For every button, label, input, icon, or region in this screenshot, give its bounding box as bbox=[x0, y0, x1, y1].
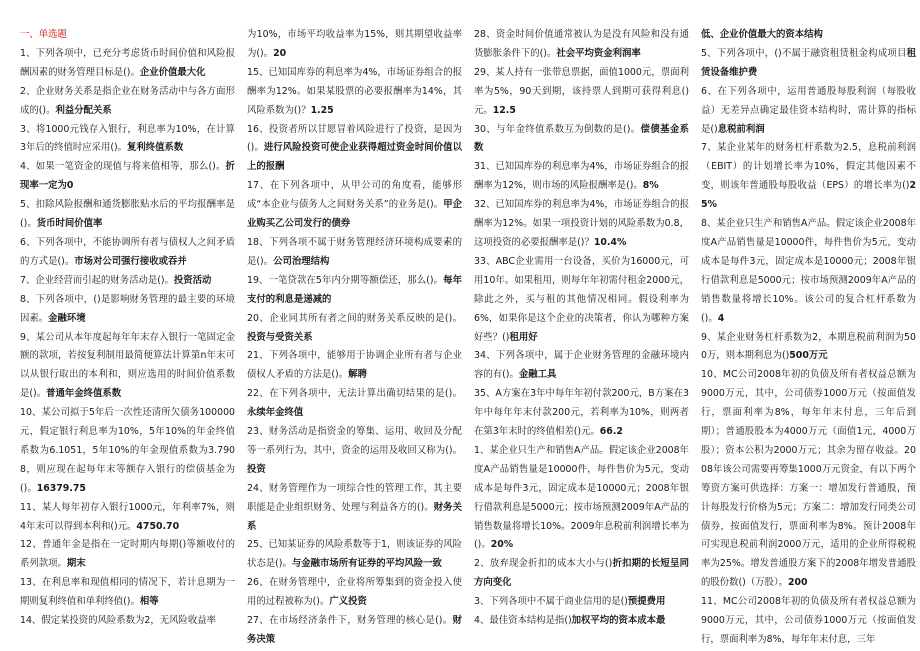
question-text: 15、已知国库券的利息率为4%，市场证券组合的报酬率为12%。如果某股票的必要报酬率为14%，其风险系数为()？ bbox=[247, 66, 462, 116]
question-text: 2、放弃现金折扣的成本大小与() bbox=[474, 558, 613, 570]
question-item bbox=[20, 612, 235, 631]
answer-text: 20% bbox=[490, 539, 514, 551]
question-text: 8、某企业只生产和销售A产品。假定该企业2008年度A产品销售量是10000件，每件售价为5元，变动成本是每件3元，固定成本是10000元；2008年银行借款利息是5000元；按市场预测2009年A产品的销售数量将增长10%。该公司的复合杠杆系数为()。 bbox=[701, 218, 916, 324]
answer-text: 财务决策 bbox=[247, 615, 462, 645]
question-item bbox=[474, 612, 689, 631]
question-text: 3、下列各项中不属于商业信用的是() bbox=[474, 596, 628, 608]
question-text: 11、MC公司2008年初的负债及所有者权益总额为9000万元，其中，公司债券1000万元（按面值发行，票面利率为8%，每年年末付息，三年 bbox=[701, 596, 916, 645]
question-item bbox=[20, 499, 235, 537]
question-item bbox=[20, 272, 235, 291]
question-item bbox=[701, 139, 916, 215]
question-text: 2、企业财务关系是指企业在财务活动中与各方面形成的()。 bbox=[20, 85, 235, 116]
question-item bbox=[701, 366, 916, 593]
question-item bbox=[701, 329, 916, 367]
question-item bbox=[247, 121, 462, 178]
question-text: 21、下列各项中，能够用于协调企业所有者与企业债权人矛盾的方法是()。 bbox=[247, 350, 462, 381]
question-item bbox=[20, 83, 235, 121]
question-item bbox=[247, 234, 462, 272]
question-item bbox=[247, 64, 462, 121]
answer-text: 金融环境 bbox=[48, 312, 86, 324]
answer-text: 4750.70 bbox=[136, 520, 180, 532]
answer-text: 200 bbox=[788, 577, 808, 589]
question-item bbox=[20, 404, 235, 499]
answer-text: 复利终值系数 bbox=[127, 142, 184, 154]
question-item bbox=[247, 26, 462, 64]
question-item bbox=[247, 612, 462, 650]
question-item bbox=[474, 196, 689, 253]
answer-text: 8% bbox=[642, 180, 659, 192]
answer-text: 16379.75 bbox=[36, 482, 86, 494]
question-item bbox=[474, 347, 689, 385]
question-text: 28、资金时间价值通常被认为是没有风险和没有通货膨胀条件下的()。 bbox=[474, 29, 689, 59]
question-item bbox=[20, 234, 235, 272]
question-item bbox=[247, 385, 462, 423]
answer-text: 广义投资 bbox=[329, 596, 367, 608]
answer-text: 每年支付的利息是递减的 bbox=[247, 274, 462, 305]
question-item bbox=[474, 121, 689, 159]
question-item bbox=[20, 26, 235, 45]
question-text: 7、企业经营而引起的财务活动是()。 bbox=[20, 274, 174, 286]
question-text: 19、一笔贷款在5年内分期等额偿还，那么()。 bbox=[247, 274, 444, 286]
question-text: 10、MC公司2008年初的负债及所有者权益总额为9000万元，其中，公司债券1000万元（按面值发行，票面利率为8%，每年年末付息，三年后到期）；普通股股本为4000万元（面值1元，4000万股）；资本公积为2000万元；其余为留存收益。2008年该公司需要再筹集1000万元资金，有以下两个筹资方案可供选择：方案一：增加发行普通股，预计每股发行价格为5元；方案二：增加发行同类公司债券，按面值发行，票面利率为8%。预计2008年可实现息税前利润2000万元，适用的企业所得税税率为25%。增发普通股方案下的2008年增发普通股的股份数()（万股）。 bbox=[701, 369, 916, 589]
answer-text: 500万元 bbox=[789, 350, 828, 362]
question-text: 8、下列各项中，()是影响财务管理的最主要的环境因素。 bbox=[20, 293, 235, 324]
question-text: 3、将1000元钱存入银行，利息率为10%，在计算3年后的终值时应采用()。 bbox=[20, 123, 235, 154]
question-item bbox=[474, 253, 689, 348]
question-item bbox=[247, 423, 462, 480]
question-item bbox=[20, 536, 235, 574]
answer-text: 租赁设备维护费 bbox=[701, 47, 916, 78]
question-item bbox=[474, 593, 689, 612]
question-text: 27、在市场经济条件下，财务管理的核心是()。 bbox=[247, 615, 453, 627]
text-column-1 bbox=[20, 26, 235, 651]
question-text: 14、假定某投资的风险系数为2，无风险收益率 bbox=[20, 615, 217, 627]
answer-text: 甲企业购买乙公司发行的债券 bbox=[247, 199, 462, 230]
question-item bbox=[20, 45, 235, 83]
question-text: 12、普通年金是指在一定时期内每期()等额收付的系列款项。 bbox=[20, 539, 235, 570]
question-text: 18、下列各项不属于财务管理经济环境构成要素的是()。 bbox=[247, 236, 462, 267]
answer-text: 20 bbox=[273, 47, 287, 59]
question-text: 24、财务管理作为一项综合性的管理工作，其主要职能是企业组织财务、处理与利益各方的()。 bbox=[247, 482, 462, 513]
question-item bbox=[474, 26, 689, 64]
answer-text: 财务关系 bbox=[247, 501, 462, 532]
answer-text: 普通年金终值系数 bbox=[46, 388, 122, 400]
text-column-2 bbox=[247, 26, 462, 651]
question-text: 11、某人每年初存入银行1000元，年利率7%，则4年末可以得到本利和()元。 bbox=[20, 501, 235, 532]
answer-text: 企业价值最大化 bbox=[139, 66, 206, 78]
answer-text: 货币时间价值率 bbox=[36, 218, 103, 230]
question-text: 6、下列各项中，不能协调所有者与债权人之间矛盾的方式是()。 bbox=[20, 236, 235, 267]
question-text: 33、ABC企业需用一台设备，买价为16000元，可用10年。如果租用，则每年年初需付租金2000元，除此之外，买与租的其他情况相同。假设利率为6%，如果你是这个企业的决策者，你认为哪种方案好些？() bbox=[474, 255, 689, 343]
question-text: 1、下列各项中，已充分考虑货币时间价值和风险报酬因素的财务管理目标是()。 bbox=[20, 47, 235, 78]
answer-text: 公司治理结构 bbox=[273, 255, 330, 267]
question-item bbox=[247, 480, 462, 537]
answer-text: 25% bbox=[701, 180, 916, 211]
question-item bbox=[701, 26, 916, 45]
answer-text: 投资与受资关系 bbox=[247, 331, 313, 343]
answer-text: 市场对公司强行接收或吞并 bbox=[74, 255, 187, 267]
question-text: 6、在下列各项中，运用普通股每股利润（每股收益）无差异点确定最佳资本结构时，需计算的指标是() bbox=[701, 85, 916, 135]
answer-text: 利益分配关系 bbox=[55, 104, 112, 116]
question-item bbox=[474, 442, 689, 555]
question-text: 9、某公司从本年度起每年年末存入银行一笔固定金额的款项，若按复利制用最简便算法计算第n年末可以从银行取出的本利和，则应选用的时间价值系数是()。 bbox=[20, 331, 235, 400]
question-item bbox=[701, 593, 916, 650]
question-item bbox=[20, 291, 235, 329]
answer-text: 1.25 bbox=[310, 104, 334, 116]
question-text: 31、已知国库券的利息率为4%，市场证券组合的报酬率为12%，则市场的风险报酬率是()。 bbox=[474, 161, 689, 192]
answer-text: 相等 bbox=[139, 596, 159, 608]
answer-text: 金融工具 bbox=[518, 369, 557, 381]
answer-text: 期末 bbox=[66, 558, 86, 570]
question-item bbox=[247, 347, 462, 385]
question-text: 34、下列各项中，属于企业财务管理的金融环境内容的有()。 bbox=[474, 350, 689, 381]
question-item bbox=[247, 272, 462, 310]
question-item bbox=[20, 329, 235, 405]
answer-text: 折扣期的长短呈同方向变化 bbox=[474, 558, 689, 589]
question-text: 5、扣除风险报酬和通货膨胀贴水后的平均报酬率是()。 bbox=[20, 199, 235, 230]
answer-text: 永续年金终值 bbox=[247, 407, 304, 419]
answer-text: 10.4% bbox=[593, 236, 627, 248]
question-text: 4、最佳资本结构是指() bbox=[474, 615, 572, 627]
question-item bbox=[247, 177, 462, 234]
question-item bbox=[474, 385, 689, 442]
answer-text: 解聘 bbox=[348, 369, 367, 381]
answer-text: 社会平均资金利润率 bbox=[556, 47, 641, 59]
question-item bbox=[474, 64, 689, 121]
question-item bbox=[474, 555, 689, 593]
question-text: 9、某企业财务杠杆系数为2，本期息税前利润为500万，则本期利息为() bbox=[701, 331, 916, 362]
question-text: 7、某企业某年的财务杠杆系数为2.5，息税前利润（EBIT）的计划增长率为10%，假定其他因素不变，则该年普通股每股收益（EPS）的增长率为() bbox=[701, 142, 916, 192]
text-column-4 bbox=[701, 26, 916, 651]
question-text: 35、A方案在3年中每年年初付款200元，B方案在3年中每年年末付款200元，若利率为10%，则两者在第3年末时的终值相差()元。 bbox=[474, 388, 689, 438]
section-heading: 一、单选题 bbox=[20, 29, 67, 40]
text-column-3 bbox=[474, 26, 689, 651]
answer-text: 低、企业价值最大的资本结构 bbox=[701, 29, 823, 40]
answer-text: 投资 bbox=[247, 463, 266, 475]
question-text: 29、某人持有一张带息票据，面值1000元，票面利率为5%，90天到期，该持票人到期可获得利息()元。 bbox=[474, 66, 689, 116]
question-text: 4、如果一笔资金的现值与将来值相等，那么()。 bbox=[20, 161, 226, 173]
question-item bbox=[701, 45, 916, 83]
question-item bbox=[247, 536, 462, 574]
answer-text: 4 bbox=[717, 312, 725, 324]
question-text: 23、财务活动是指资金的筹集、运用、收回及分配等一系列行为，其中，资金的运用及收回又称为()。 bbox=[247, 426, 462, 456]
question-text: 16、投资者所以甘愿冒着风险进行了投资，是因为()。 bbox=[247, 123, 462, 154]
question-item bbox=[247, 574, 462, 612]
question-text: 32、已知国库券的利息率为4%，市场证券组合的报酬率为12%。如果一项投资计划的风险系数为0.8，这项投资的必要报酬率是()？ bbox=[474, 199, 689, 248]
question-item bbox=[20, 158, 235, 196]
question-text: 17、在下列各项中，从甲公司的角度看，能够形成“本企业与债务人之间财务关系”的业务是()。 bbox=[247, 180, 462, 211]
question-text: 5、下列各项中，()不属于融资租赁租金构成项目 bbox=[701, 47, 907, 59]
question-item bbox=[20, 121, 235, 159]
question-text: 26、在财务管理中，企业将所筹集到的资金投入使用的过程被称为()。 bbox=[247, 577, 462, 608]
answer-text: 租用好 bbox=[509, 331, 538, 343]
question-item bbox=[20, 196, 235, 234]
question-text: 30、与年金终值系数互为倒数的是()。 bbox=[474, 123, 641, 135]
question-item bbox=[474, 158, 689, 196]
answer-text: 加权平均的资本成本最 bbox=[571, 615, 666, 627]
question-text: 13、在利息率和现值相同的情况下，若计息期为一期则复利终值和单利终值()。 bbox=[20, 577, 235, 608]
answer-text: 66.2 bbox=[599, 426, 623, 438]
question-item bbox=[701, 83, 916, 140]
answer-text: 与金融市场所有证券的平均风险一致 bbox=[291, 558, 442, 570]
question-item bbox=[701, 215, 916, 328]
question-text: 22、在下列各项中，无法计算出确切结果的是()。 bbox=[247, 388, 462, 400]
answer-text: 12.5 bbox=[492, 104, 516, 116]
answer-text: 折现率一定为0 bbox=[20, 161, 235, 192]
question-text: 为10%，市场平均收益率为15%，则其期望收益率为()。 bbox=[247, 29, 462, 59]
question-text: 10、某公司拟于5年后一次性还清所欠债务100000元，假定银行利息率为10%，5年10%的年金终值系数为6.1051，5年10%的年金现值系数为3.7908，则应现在起每年末等额存入银行的偿债基金为()。 bbox=[20, 407, 235, 494]
answer-text: 息税前利润 bbox=[717, 123, 765, 135]
question-item bbox=[20, 574, 235, 612]
question-item bbox=[247, 310, 462, 348]
question-text: 1、某企业只生产和销售A产品。假定该企业2008年度A产品销售量是10000件，每件售价为5元，变动成本是每件3元，固定成本是10000元；2008年银行借款利息是5000元；按市场预测2009年A产品的销售数量将增长10%。2009年息税前利润增长率为()。 bbox=[474, 444, 689, 551]
question-text: 25、已知某证券的风险系数等于1，则该证券的风险状态是()。 bbox=[247, 539, 462, 570]
answer-text: 投资活动 bbox=[173, 274, 212, 286]
answer-text: 预提费用 bbox=[627, 596, 666, 608]
answer-text: 偿债基金系数 bbox=[474, 123, 689, 154]
answer-text: 进行风险投资可使企业获得超过资金时间价值以上的报酬 bbox=[247, 142, 462, 173]
question-text: 20、企业同其所有者之间的财务关系反映的是()。 bbox=[247, 312, 462, 324]
